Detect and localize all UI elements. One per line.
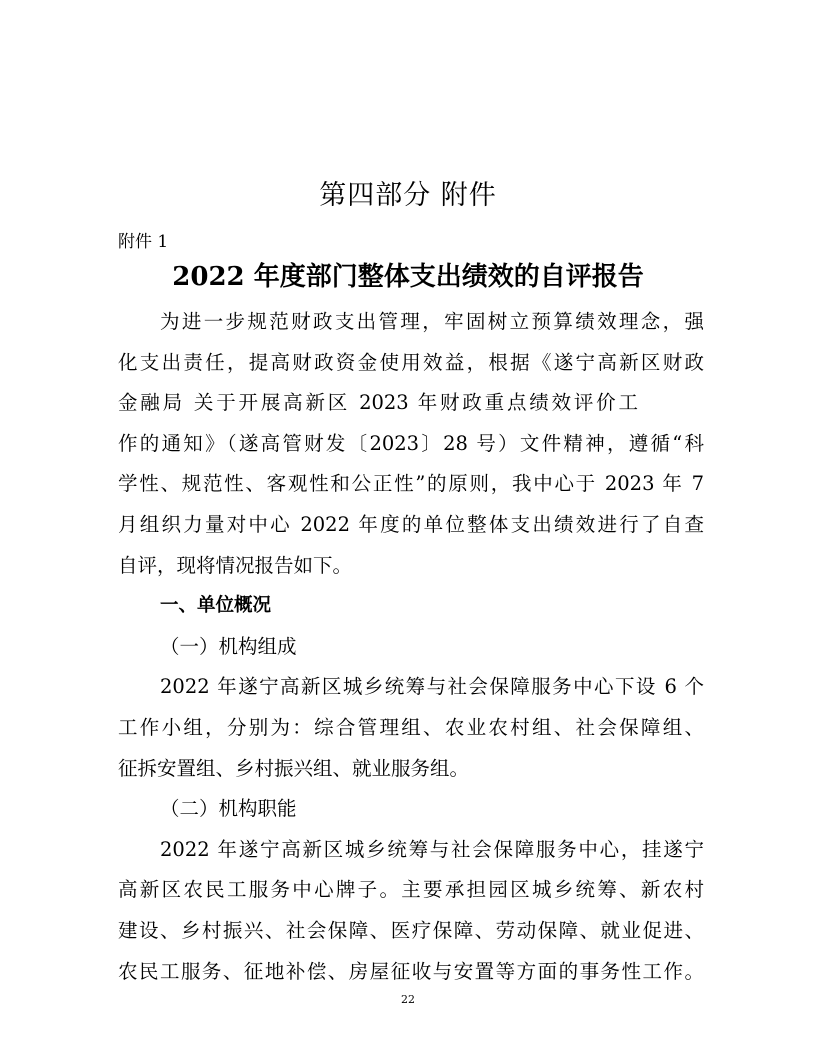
body-line: 高新区农民工服务中心牌子。主要承担园区城乡统筹、新农村: [118, 878, 704, 902]
subsection-heading: （二）机构职能: [160, 797, 297, 821]
body-line: 化支出责任，提高财政资金使用效益，根据《遂宁高新区财政: [118, 350, 704, 374]
body-line: 工作小组，分别为：综合管理组、农业农村组、社会保障组、: [118, 715, 704, 739]
body-line: 为进一步规范财政支出管理，牢固树立预算绩效理念，强: [160, 310, 704, 333]
part-title: 第四部分 附件: [319, 180, 497, 211]
subsection-heading: （一）机构组成: [160, 634, 297, 658]
body-line: 2022 年遂宁高新区城乡统筹与社会保障服务中心下设 6 个: [160, 675, 704, 699]
body-line: 作的通知》（遂高管财发〔2023〕28 号）文件精神，遵循“科: [118, 431, 704, 455]
section-heading: 一、单位概况: [160, 595, 272, 617]
attachment-label: 附件 1: [118, 232, 169, 252]
body-line: 征拆安置组、乡村振兴组、就业服务组。: [118, 756, 470, 780]
body-line: 2022 年遂宁高新区城乡统筹与社会保障服务中心，挂遂宁: [160, 837, 704, 861]
body-line: 学性、规范性、客观性和公正性”的原则，我中心于 2023 年 7: [118, 472, 704, 496]
report-title: 2022 年度部门整体支出绩效的自评报告: [172, 262, 644, 292]
report-body: [118, 302, 704, 992]
body-line: 建设、乡村振兴、社会保障、医疗保障、劳动保障、就业促进、: [118, 918, 704, 942]
body-line: 农民工服务、征地补偿、房屋征收与安置等方面的事务性工作。: [118, 959, 704, 983]
body-line: 金融局 关于开展高新区 2023 年财政重点绩效评价工: [118, 391, 638, 415]
body-line: 月组织力量对中心 2022 年度的单位整体支出绩效进行了自查: [118, 512, 704, 536]
page-number: 22: [401, 993, 415, 1006]
body-line: 自评，现将情况报告如下。: [118, 553, 353, 577]
